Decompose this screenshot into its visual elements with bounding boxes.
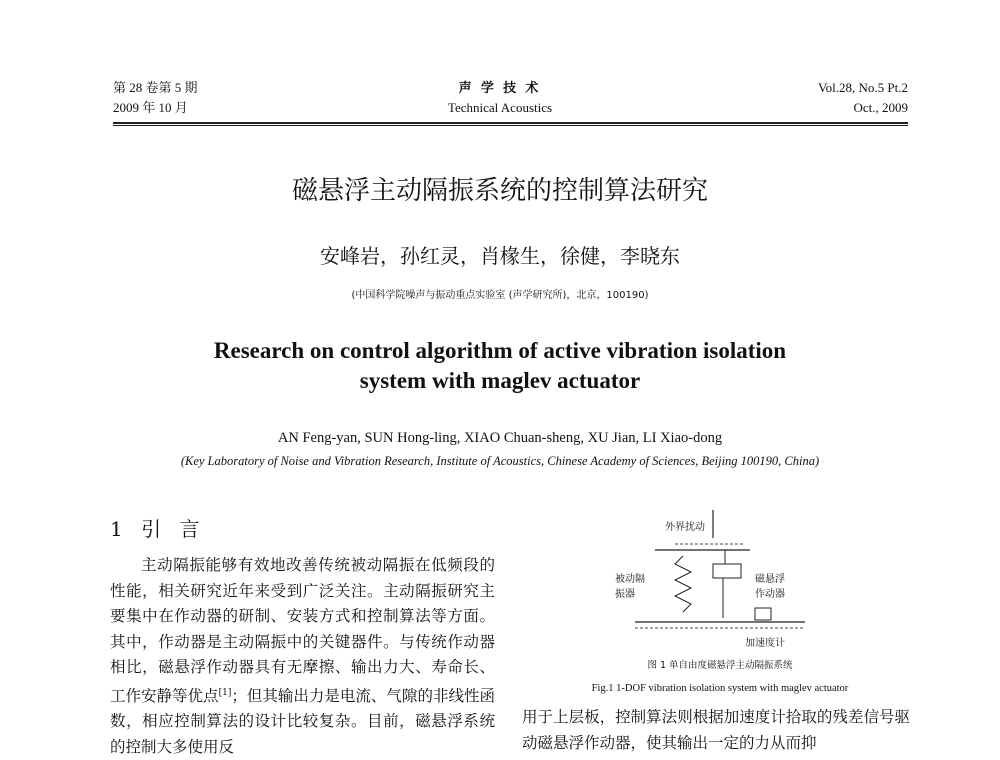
figure-1 <box>605 508 845 648</box>
authors-cn: 安峰岩，孙红灵，肖椽生，徐健，李晓东 <box>320 244 680 268</box>
authors-en: AN Feng-yan, SUN Hong-ling, XIAO Chuan-sheng, XU Jian, LI Xiao-dong <box>277 430 723 446</box>
header-rule-thin <box>113 125 908 126</box>
label-maglev-2: 作动器 <box>755 589 785 600</box>
affiliation-cn: (中国科学院噪声与振动重点实验室 (声学研究所)，北京，100190) <box>351 290 649 301</box>
body-column-left <box>110 553 495 760</box>
journal-name-cn: 声 学 技 术 <box>458 80 542 95</box>
intro-text-b: ；但其输出力是电流、气隙的非线性函数，相应控制算法的设计比较复杂。目前，磁悬浮系统的控制大多使用反 <box>110 686 495 756</box>
journal-name-en: Technical Acoustics <box>447 100 553 115</box>
paper-title-en <box>0 336 1000 396</box>
label-disturbance: 外界扰动 <box>665 522 705 533</box>
label-accelerometer: 加速度计 <box>745 638 785 649</box>
body-column-right: 用于上层板，控制算法则根据加速度计拾取的残差信号驱动磁悬浮作动器，使其输出一定的力从而抑 <box>522 708 910 752</box>
intro-text-a: 主动隔振能够有效地改善传统被动隔振在低频段的性能，相关研究近年来受到广泛关注。主动隔振研究主要集中在作动器的研制、安装方式和控制算法等方面。其中，作动器是主动隔振中的关键器件。与传统作动器相比，磁悬浮作动器具有无摩擦、输出力大、寿命长、工作安静等优点 <box>110 556 495 705</box>
label-passive-2: 振器 <box>615 589 635 600</box>
section-heading: 1 引 言 <box>110 517 206 541</box>
citation-ref: [1] <box>218 687 232 698</box>
spring-icon <box>675 556 691 612</box>
intro-paragraph <box>110 553 495 760</box>
label-passive-isolator <box>615 570 645 600</box>
journal-issue: 第 28 卷第 5 期 <box>113 80 198 95</box>
volume-date: Oct., 2009 <box>853 100 908 115</box>
figure-caption-cn: 图 1 单自由度磁悬浮主动隔振系统 <box>647 660 793 671</box>
header-rule <box>113 122 908 124</box>
paper-title-en-line2: system with maglev actuator <box>359 368 641 393</box>
paper-title-en-line1: Research on control algorithm of active vibration isolation <box>213 338 787 363</box>
label-maglev-actuator <box>755 570 785 600</box>
affiliation-en: (Key Laboratory of Noise and Vibration Research, Institute of Acoustics, Chinese Academy of Sciences, Beijing 100190, China) <box>180 454 820 468</box>
accelerometer-box <box>755 608 771 620</box>
journal-date: 2009 年 10 月 <box>113 100 188 115</box>
actuator-box <box>713 564 741 578</box>
label-passive-1: 被动隔 <box>615 574 645 585</box>
paper-title-cn: 磁悬浮主动隔振系统的控制算法研究 <box>291 176 708 206</box>
label-maglev-1: 磁悬浮 <box>755 574 785 585</box>
figure-caption-en: Fig.1 1-DOF vibration isolation system with maglev actuator <box>591 683 849 694</box>
volume-info: Vol.28, No.5 Pt.2 <box>817 80 908 95</box>
